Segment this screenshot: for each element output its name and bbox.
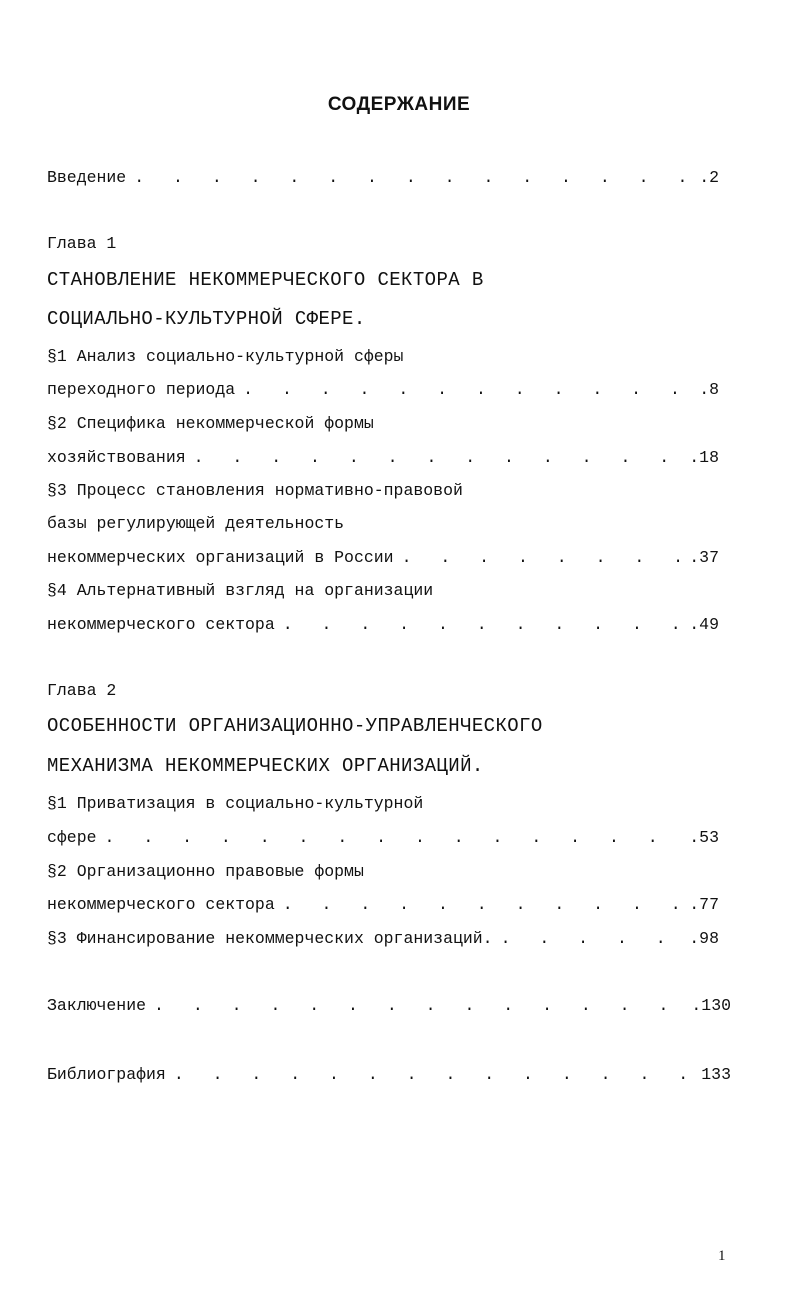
toc-entry-2-1[interactable] xyxy=(47,826,719,850)
leader-dots xyxy=(402,546,688,570)
toc-entry-label: Введение xyxy=(47,168,127,187)
toc-page-number: 133 xyxy=(701,1065,731,1084)
toc-page-number: .37 xyxy=(689,548,719,567)
toc-entry-2-2[interactable] xyxy=(47,893,719,917)
toc-page-number: .2 xyxy=(699,168,719,187)
chapter-2-title-line-2: МЕХАНИЗМА НЕКОММЕРЧЕСКИХ ОРГАНИЗАЦИЙ. xyxy=(47,755,484,777)
leader-dots xyxy=(283,893,688,917)
leader-dots xyxy=(194,446,688,470)
toc-page-number: .18 xyxy=(689,448,719,467)
toc-page-number: .8 xyxy=(699,380,719,399)
toc-entry-label: Заключение xyxy=(47,996,147,1015)
toc-entry-label: §3 Финансирование некоммерческих организаций. xyxy=(47,929,493,948)
toc-entry-2-2-line-1[interactable]: §2 Организационно правовые формы xyxy=(47,862,364,881)
chapter-2-title-line-1: ОСОБЕННОСТИ ОРГАНИЗАЦИОННО-УПРАВЛЕНЧЕСКОГО xyxy=(47,715,543,737)
toc-entry-1-1-line-1[interactable]: §1 Анализ социально-культурной сферы xyxy=(47,347,404,366)
leader-dots xyxy=(134,166,697,190)
toc-entry-introduction[interactable] xyxy=(47,166,719,190)
page-number: 1 xyxy=(718,1248,726,1264)
chapter-2-heading: Глава 2 xyxy=(47,681,117,700)
toc-entry-1-3-line-2[interactable]: базы регулирующей деятельность xyxy=(47,514,345,533)
leader-dots xyxy=(105,826,688,850)
toc-entry-1-1[interactable] xyxy=(47,378,719,402)
chapter-1-title-line-2: СОЦИАЛЬНО-КУЛЬТУРНОЙ СФЕРЕ. xyxy=(47,308,366,330)
toc-entry-1-2[interactable] xyxy=(47,446,719,470)
toc-page-number: .98 xyxy=(689,929,719,948)
leader-dots xyxy=(501,927,688,951)
leader-dots xyxy=(174,1063,699,1087)
toc-entry-label: хозяйствования xyxy=(47,448,186,467)
toc-entry-2-3[interactable] xyxy=(47,927,719,951)
toc-page-number: .53 xyxy=(689,828,719,847)
toc-entry-1-3[interactable] xyxy=(47,546,719,570)
toc-entry-1-4-line-1[interactable]: §4 Альтернативный взгляд на организации xyxy=(47,581,434,600)
toc-entry-label: сфере xyxy=(47,828,97,847)
chapter-1-title-line-1: СТАНОВЛЕНИЕ НЕКОММЕРЧЕСКОГО СЕКТОРА В xyxy=(47,269,484,291)
toc-entry-label: некоммерческого сектора xyxy=(47,615,275,634)
leader-dots xyxy=(154,994,689,1018)
toc-entry-2-1-line-1[interactable]: §1 Приватизация в социально-культурной xyxy=(47,794,424,813)
toc-entry-1-4[interactable] xyxy=(47,613,719,637)
chapter-1-heading: Глава 1 xyxy=(47,234,117,253)
page-title: СОДЕРЖАНИЕ xyxy=(327,94,471,115)
toc-entry-label: некоммерческого сектора xyxy=(47,895,275,914)
toc-entry-label: Библиография xyxy=(47,1065,166,1084)
toc-entry-1-3-line-1[interactable]: §3 Процесс становления нормативно-правовой xyxy=(47,481,463,500)
toc-entry-label: переходного периода xyxy=(47,380,236,399)
toc-page-number: .130 xyxy=(691,996,731,1015)
toc-page-number: .49 xyxy=(689,615,719,634)
toc-entry-1-2-line-1[interactable]: §2 Специфика некоммерческой формы xyxy=(47,414,374,433)
toc-entry-label: некоммерческих организаций в России xyxy=(47,548,394,567)
leader-dots xyxy=(283,613,688,637)
toc-entry-conclusion[interactable] xyxy=(47,994,731,1018)
toc-page-number: .77 xyxy=(689,895,719,914)
leader-dots xyxy=(243,378,697,402)
toc-entry-bibliography[interactable] xyxy=(47,1063,731,1087)
